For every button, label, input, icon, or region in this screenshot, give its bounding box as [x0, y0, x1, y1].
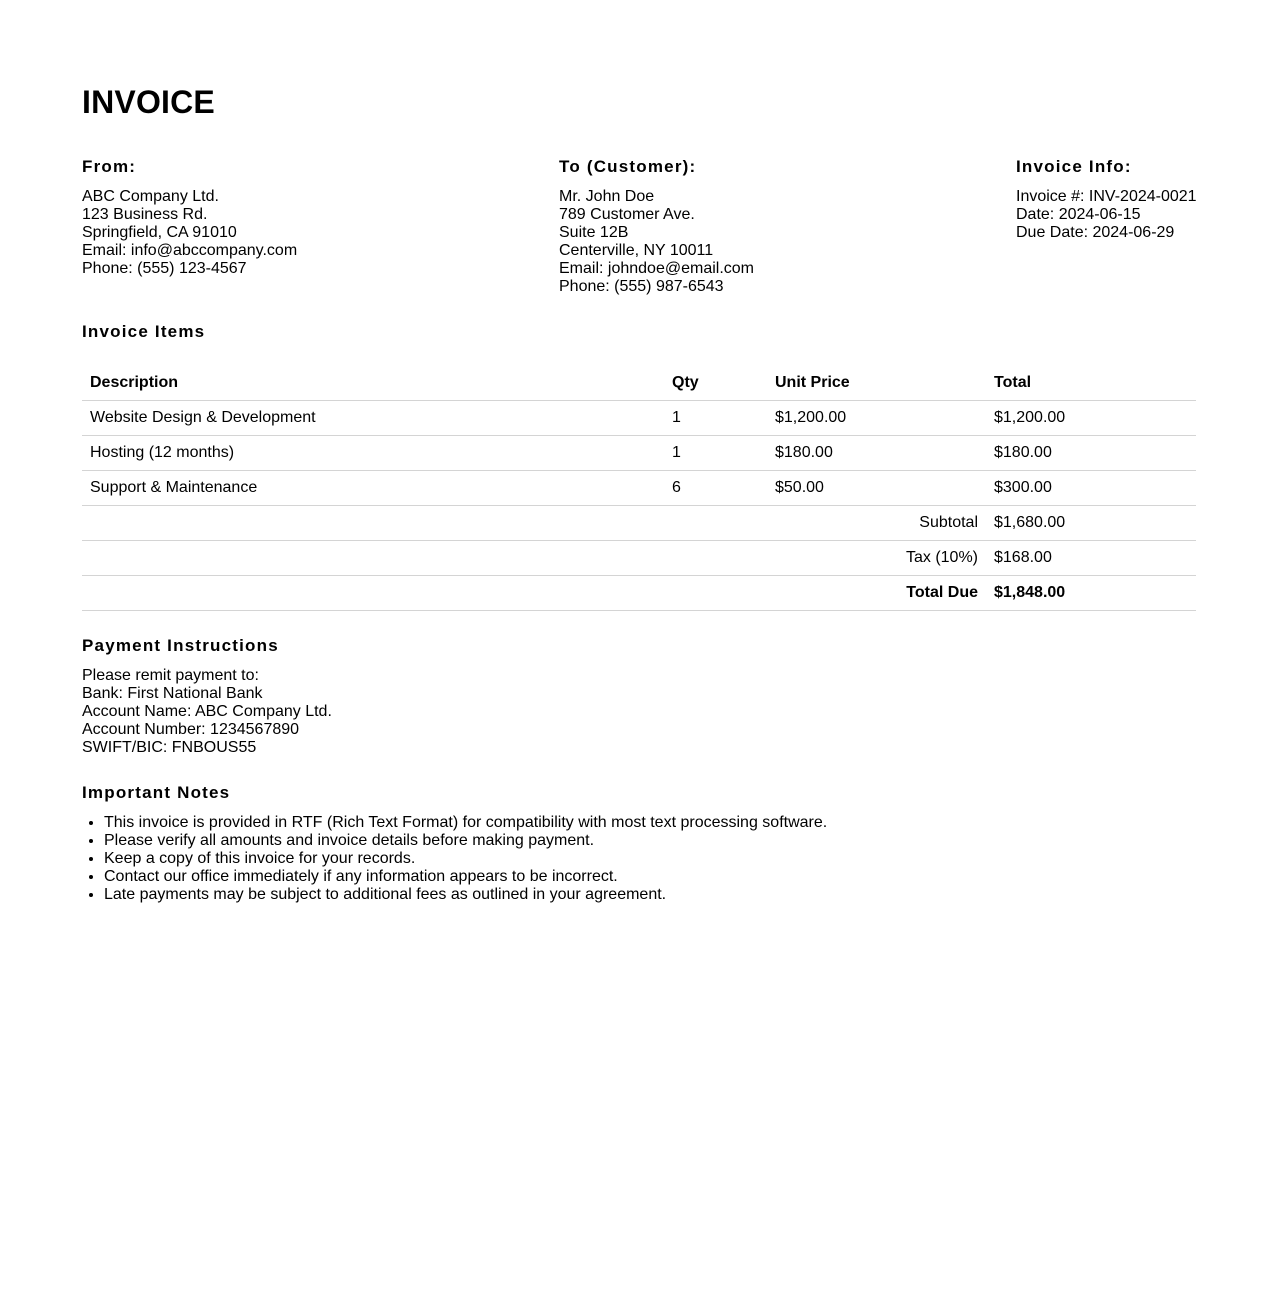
- column-header-total: Total: [986, 366, 1196, 401]
- tax-label: Tax (10%): [82, 541, 986, 576]
- table-header-row: [82, 366, 1196, 401]
- list-item: • Please verify all amounts and invoice details before making payment.: [104, 832, 827, 850]
- customer-line: Suite 12B: [559, 224, 629, 241]
- item-description: Website Design & Development: [82, 401, 664, 436]
- item-total: $180.00: [986, 436, 1196, 471]
- customer-line: Phone: (555) 987-6543: [559, 278, 724, 295]
- items-table: [82, 366, 1196, 611]
- item-qty: 6: [664, 471, 767, 506]
- subtotal-value: $1,680.00: [986, 506, 1196, 541]
- from-line: Email: info@abccompany.com: [82, 242, 298, 259]
- total-due-value: $1,848.00: [986, 576, 1196, 611]
- payment-lines: [82, 667, 332, 757]
- customer-heading: To (Customer):: [559, 157, 697, 176]
- customer-address: [559, 188, 754, 296]
- payment-line: Please remit payment to:: [82, 667, 259, 684]
- invoice-info-heading: Invoice Info:: [1016, 157, 1132, 176]
- subtotal-label: Subtotal: [82, 506, 986, 541]
- item-description: Hosting (12 months): [82, 436, 664, 471]
- payment-heading: Payment Instructions: [82, 636, 279, 655]
- payment-line: SWIFT/BIC: FNBOUS55: [82, 739, 257, 756]
- payment-line: Account Name: ABC Company Ltd.: [82, 703, 332, 720]
- from-block: [82, 157, 297, 278]
- invoice-due-date: Due Date: 2024-06-29: [1016, 224, 1175, 241]
- item-unit-price: $1,200.00: [767, 401, 986, 436]
- column-header-qty: Qty: [664, 366, 767, 401]
- invoice-info-block: [1016, 157, 1197, 242]
- column-header-unit-price: Unit Price: [767, 366, 986, 401]
- table-row: [82, 471, 1196, 506]
- subtotal-row: [82, 506, 1196, 541]
- total-due-row: [82, 576, 1196, 611]
- item-total: $1,200.00: [986, 401, 1196, 436]
- customer-block: [559, 157, 754, 296]
- item-description: Support & Maintenance: [82, 471, 664, 506]
- tax-row: [82, 541, 1196, 576]
- list-item: • Keep a copy of this invoice for your records.: [104, 850, 827, 868]
- invoice-info-lines: [1016, 188, 1197, 242]
- total-due-label: Total Due: [82, 576, 986, 611]
- item-qty: 1: [664, 401, 767, 436]
- customer-line: Email: johndoe@email.com: [559, 260, 754, 277]
- payment-section: [82, 636, 332, 757]
- list-item: • Late payments may be subject to additional fees as outlined in your agreement.: [104, 886, 827, 904]
- from-heading: From:: [82, 157, 137, 176]
- notes-list: [82, 814, 827, 904]
- from-line: Springfield, CA 91010: [82, 224, 237, 241]
- item-total: $300.00: [986, 471, 1196, 506]
- invoice-number: Invoice #: INV-2024-0021: [1016, 188, 1197, 205]
- items-heading: Invoice Items: [82, 322, 206, 341]
- customer-line: Mr. John Doe: [559, 188, 655, 205]
- from-line: 123 Business Rd.: [82, 206, 208, 223]
- item-unit-price: $180.00: [767, 436, 986, 471]
- items-section: [82, 322, 205, 342]
- notes-section: [82, 783, 827, 904]
- from-line: Phone: (555) 123-4567: [82, 260, 247, 277]
- item-unit-price: $50.00: [767, 471, 986, 506]
- list-item: • This invoice is provided in RTF (Rich Text Format) for compatibility with most text processing software.: [104, 814, 827, 832]
- table-row: [82, 436, 1196, 471]
- payment-line: Bank: First National Bank: [82, 685, 263, 702]
- from-address: [82, 188, 297, 278]
- invoice-date: Date: 2024-06-15: [1016, 206, 1141, 223]
- invoice-title: INVOICE: [82, 84, 215, 120]
- column-header-description: Description: [82, 366, 664, 401]
- table-row: [82, 401, 1196, 436]
- from-line: ABC Company Ltd.: [82, 188, 219, 205]
- payment-line: Account Number: 1234567890: [82, 721, 300, 738]
- item-qty: 1: [664, 436, 767, 471]
- list-item: • Contact our office immediately if any information appears to be incorrect.: [104, 868, 827, 886]
- tax-value: $168.00: [986, 541, 1196, 576]
- customer-line: 789 Customer Ave.: [559, 206, 695, 223]
- customer-line: Centerville, NY 10011: [559, 242, 714, 259]
- notes-heading: Important Notes: [82, 783, 231, 802]
